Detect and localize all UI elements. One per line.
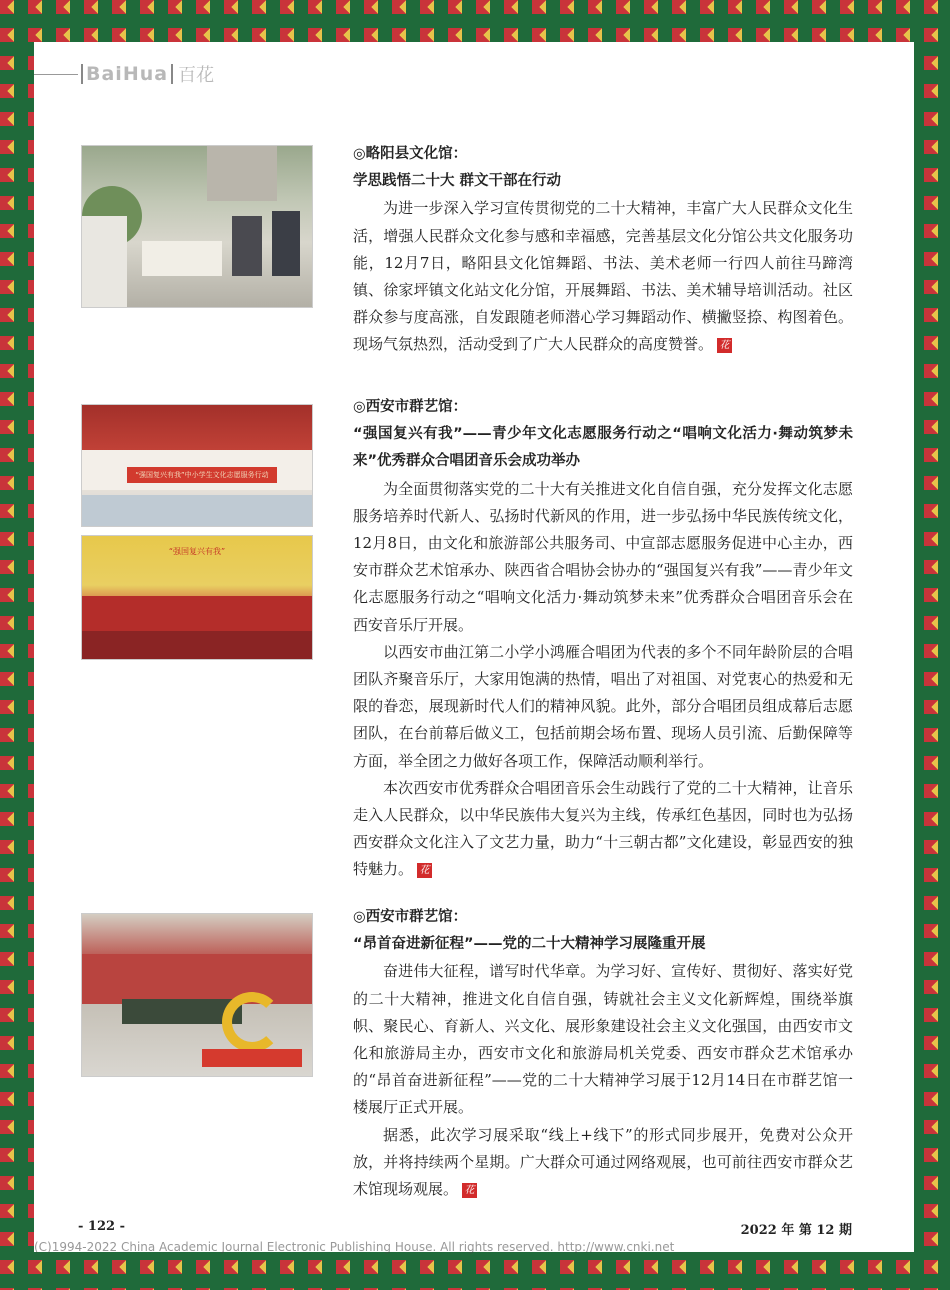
page-number: - 122 - <box>78 1219 125 1234</box>
brand-header <box>34 60 294 88</box>
end-mark-icon: 花 <box>462 1183 477 1198</box>
photo-lueyang-training <box>81 145 313 308</box>
photo-choir-banner <box>81 404 313 527</box>
article-paragraph <box>353 195 853 358</box>
article-xian-choir <box>353 394 853 884</box>
brand-latin: BaiHua <box>86 63 169 85</box>
brand-divider <box>81 64 83 84</box>
paragraph-text: 据悉，此次学习展采取“线上+线下”的形式同步展开，免费对公众开放，并将持续两个星期。广大群众可通过网络观展，也可前往西安市群众艺术馆现场观展。 <box>353 1125 853 1199</box>
hammer-sickle-icon <box>222 992 282 1052</box>
paragraph-text: 本次西安市优秀群众合唱团音乐会生动践行了党的二十大精神，让音乐走入人民群众，以中华民族伟大复兴为主线，传承红色基因，同时也为弘扬西安群众文化注入了文艺力量，助力“十三朝古都”文化建设，彰显西安的独特魅力。 <box>353 778 853 879</box>
article-paragraph <box>353 1122 853 1204</box>
copyright-notice: (C)1994-2022 China Academic Journal Electronic Publishing House. All rights reserved. http://www.cnki.net <box>34 1240 675 1254</box>
photo-banner-text: “强国复兴有我”中小学生文化志愿服务行动 <box>127 467 277 483</box>
brand-rule <box>34 74 78 75</box>
issue-label: 2022 年 第 12 期 <box>740 1223 852 1238</box>
end-mark-icon: 花 <box>417 863 432 878</box>
brand-cn: 百花 <box>178 65 215 86</box>
article-unit: ◎西安市群艺馆： <box>353 909 468 925</box>
end-mark-icon: 花 <box>717 338 732 353</box>
photo-exhibition-hall <box>81 913 313 1077</box>
article-paragraph <box>353 775 853 884</box>
magazine-page <box>34 42 914 1252</box>
article-xian-exhibition <box>353 904 853 1203</box>
article-unit: ◎西安市群艺馆： <box>353 399 468 415</box>
article-paragraph: 以西安市曲江第二小学小鸿雁合唱团为代表的多个不同年龄阶层的合唱团队齐聚音乐厅，大家用饱满的热情，唱出了对祖国、对党衷心的热爱和无限的眷恋，展现新时代人们的精神风貌。此外，部分合唱团员组成幕后志愿团队，在台前幕后做义工，包括前期会场布置、现场人员引流、后勤保障等方面，举全团之力做好各项工作，保障活动顺利举行。 <box>353 642 853 770</box>
photo-volunteers-group <box>81 535 313 660</box>
article-title: “强国复兴有我”——青少年文化志愿服务行动之“唱响文化活力·舞动筑梦未来”优秀群众合唱团音乐会成功举办 <box>353 426 853 470</box>
article-paragraph: 为全面贯彻落实党的二十大有关推进文化自信自强，充分发挥文化志愿服务培养时代新人、弘扬时代新风的作用，进一步弘扬中华民族传统文化，12月8日，由文化和旅游部公共服务司、中宣部志愿服务促进中心主办，西安市群众艺术馆承办、陕西省合唱协会协办的“强国复兴有我”——青少年文化志愿服务行动之“唱响文化活力·舞动筑梦未来”优秀群众合唱团音乐会在西安音乐厅开展。 <box>353 479 853 634</box>
article-lueyang <box>353 141 853 359</box>
article-title: 学思践悟二十大 群文干部在行动 <box>353 173 562 190</box>
brand-divider-2 <box>171 64 173 84</box>
article-unit: ◎略阳县文化馆： <box>353 146 468 162</box>
article-title: “昂首奋进新征程”——党的二十大精神学习展隆重开展 <box>353 936 706 953</box>
paragraph-text: 为进一步深入学习宣传贯彻党的二十大精神，丰富广大人民群众文化生活，增强人民群众文化参与感和幸福感，完善基层文化分馆公共文化服务功能，12月7日，略阳县文化馆舞蹈、书法、美术老师一行四人前往马蹄湾镇、徐家坪镇文化站文化分馆，开展舞蹈、书法、美术辅导培训活动。社区群众参与度高涨，自发跟随老师潜心学习舞蹈动作、横撇竖捺、构图着色。现场气氛热烈，活动受到了广大人民群众的高度赞誉。 <box>353 199 853 354</box>
photo-top-text: “强国复兴有我” <box>168 547 226 556</box>
article-paragraph: 奋进伟大征程，谱写时代华章。为学习好、宣传好、贯彻好、落实好党的二十大精神，推进文化自信自强，铸就社会主义文化新辉煌，围绕举旗帜、聚民心、育新人、兴文化、展形象建设社会主义文化强国，由西安市文化和旅游局主办，西安市文化和旅游局机关党委、西安市群众艺术馆承办的“昂首奋进新征程”——党的二十大精神学习展于12月14日在市群艺馆一楼展厅正式开展。 <box>353 962 853 1117</box>
